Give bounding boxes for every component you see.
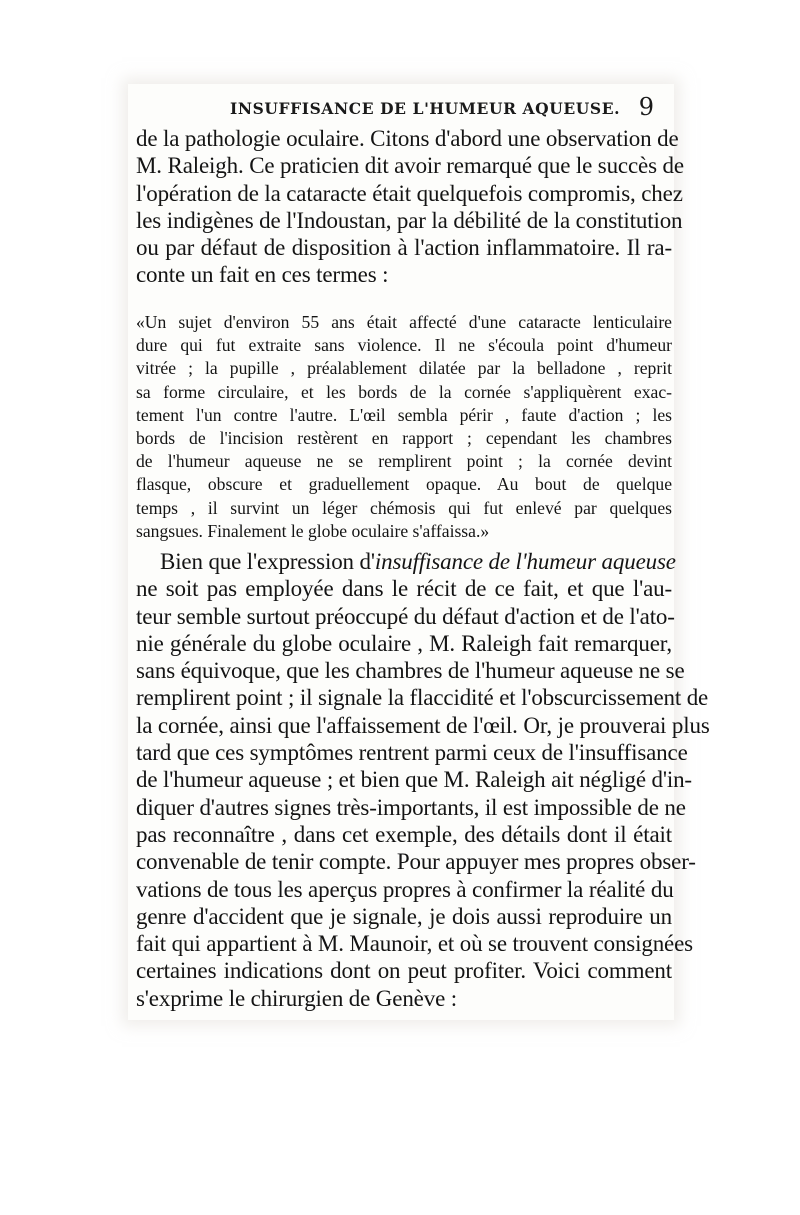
text-line: certaines indications dont on peut profiter. Voici comment <box>136 958 672 984</box>
text-line: conte un fait en ces termes : <box>136 262 389 288</box>
text-run: Bien que l'expression d' <box>160 549 375 574</box>
text-line: fait qui appartient à M. Maunoir, et où se trouvent consignées <box>136 931 693 957</box>
text-line: nie générale du globe oculaire , M. Raleigh fait remarquer, <box>136 630 672 656</box>
text-line: pas reconnaître , dans cet exemple, des détails dont il était <box>136 821 672 847</box>
quote-line: sangsues. Finalement le globe oculaire s'affaissa.» <box>136 520 490 541</box>
quote-line: bords de l'incision restèrent en rapport ; cependant les chambres <box>136 428 672 449</box>
quote-line: tement l'un contre l'autre. L'œil sembla périr , faute d'action ; les <box>136 404 672 425</box>
running-title: INSUFFISANCE DE L'HUMEUR AQUEUSE. <box>230 99 621 118</box>
text-line: vations de tous les aperçus propres à confirmer la réalité du <box>136 876 674 902</box>
quote-line: flasque, obscure et graduellement opaque. Au bout de quelque <box>136 474 672 495</box>
text-line: ne soit pas employée dans le récit de ce fait, et que l'au- <box>136 576 672 602</box>
paragraph-intro <box>136 125 684 289</box>
text-line: les indigènes de l'Indoustan, par la débilité de la constitution <box>136 207 683 233</box>
quote-line: de l'humeur aqueuse ne se remplirent point ; la cornée devint <box>136 451 672 472</box>
page-header <box>128 94 660 124</box>
paragraph-discussion <box>136 548 710 1012</box>
text-line: diquer d'autres signes très-importants, il est impossible de ne <box>136 794 686 820</box>
text-line: ou par défaut de disposition à l'action inflammatoire. Il ra- <box>136 235 672 261</box>
text-line <box>136 548 676 575</box>
text-line: tard que ces symptômes rentrent parmi ceux de l'insuffisance <box>136 740 688 766</box>
italic-term: insuffisance de l'humeur aqueuse <box>374 549 676 574</box>
text-line: s'exprime le chirurgien de Genève : <box>136 985 457 1011</box>
text-line: de la pathologie oculaire. Citons d'abord une observation de <box>136 126 679 151</box>
text-line: M. Raleigh. Ce praticien dit avoir remarqué que le succès de <box>136 153 684 179</box>
text-line: sans équivoque, que les chambres de l'humeur aqueuse ne se <box>136 658 685 684</box>
quote-line: temps , il survint un léger chémosis qui fut enlevé par quelques <box>136 497 672 518</box>
text-line: l'opération de la cataracte était quelquefois compromis, chez <box>136 180 683 206</box>
quote-line: dure qui fut extraite sans violence. Il ne s'écoula point d'humeur <box>136 335 672 356</box>
quote-line: «Un sujet d'environ 55 ans était affecté d'une cataracte lenticulaire <box>136 312 672 332</box>
block-quote <box>136 311 672 543</box>
text-line: genre d'accident que je signale, je dois aussi reproduire un <box>136 903 672 929</box>
quote-line: sa forme circulaire, et les bords de la cornée s'appliquèrent exac- <box>136 381 672 402</box>
text-line: convenable de tenir compte. Pour appuyer mes propres obser- <box>136 849 696 875</box>
text-line: de l'humeur aqueuse ; et bien que M. Raleigh ait négligé d'in- <box>136 767 692 793</box>
text-line: la cornée, ainsi que l'affaissement de l'œil. Or, je prouverai plus <box>136 712 710 738</box>
text-line: teur semble surtout préoccupé du défaut d'action et de l'ato- <box>136 603 675 629</box>
text-line: remplirent point ; il signale la flaccidité et l'obscurcissement de <box>136 685 709 711</box>
quote-line: vitrée ; la pupille , préalablement dilatée par la belladone , reprit <box>136 358 672 379</box>
page-number: 9 <box>638 93 654 121</box>
